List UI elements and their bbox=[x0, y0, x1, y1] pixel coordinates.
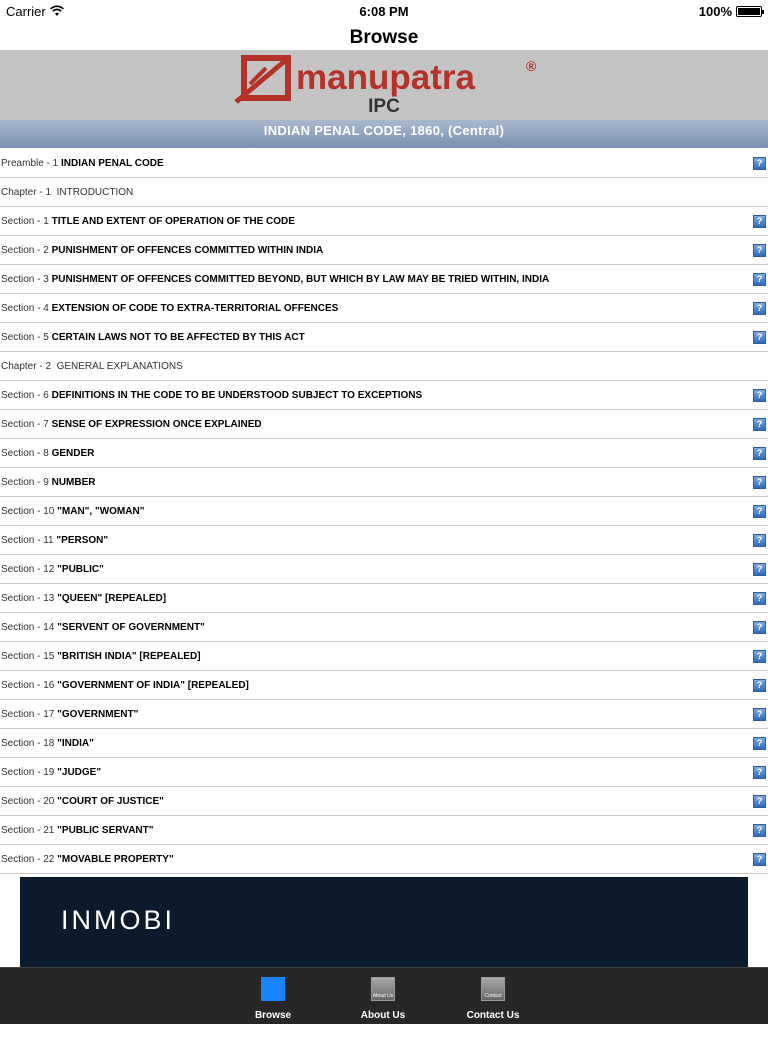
row-title: "QUEEN" [REPEALED] bbox=[57, 593, 167, 604]
section-row[interactable] bbox=[0, 613, 768, 642]
row-label: Section - 1 bbox=[1, 216, 49, 227]
row-title: SENSE OF EXPRESSION ONCE EXPLAINED bbox=[51, 419, 262, 430]
section-row[interactable] bbox=[0, 555, 768, 584]
help-icon[interactable]: ? bbox=[753, 592, 766, 605]
section-row[interactable] bbox=[0, 787, 768, 816]
help-icon[interactable]: ? bbox=[753, 476, 766, 489]
section-row[interactable] bbox=[0, 526, 768, 555]
row-title: "COURT OF JUSTICE" bbox=[57, 796, 164, 807]
help-icon[interactable]: ? bbox=[753, 795, 766, 808]
row-title: "PUBLIC SERVANT" bbox=[57, 825, 154, 836]
row-label: Section - 17 bbox=[1, 709, 55, 720]
row-title: "MAN", "WOMAN" bbox=[57, 506, 145, 517]
row-label: Section - 22 bbox=[1, 854, 55, 865]
chapter-row[interactable] bbox=[0, 178, 768, 207]
row-label: Section - 11 bbox=[1, 535, 54, 546]
help-icon[interactable]: ? bbox=[753, 244, 766, 257]
inmobi-ad-banner[interactable] bbox=[20, 877, 748, 967]
registered-mark: ® bbox=[526, 58, 537, 74]
section-row[interactable] bbox=[0, 410, 768, 439]
tab-about-us-label: About Us bbox=[360, 1010, 406, 1021]
row-title: GENDER bbox=[51, 448, 95, 459]
row-title: EXTENSION OF CODE TO EXTRA-TERRITORIAL OFFENCES bbox=[51, 303, 339, 314]
row-title: "SERVENT OF GOVERNMENT" bbox=[57, 622, 205, 633]
row-label: Section - 4 bbox=[1, 303, 49, 314]
status-bar bbox=[0, 0, 768, 22]
section-row[interactable] bbox=[0, 642, 768, 671]
help-icon[interactable]: ? bbox=[753, 621, 766, 634]
help-icon[interactable]: ? bbox=[753, 273, 766, 286]
section-row[interactable] bbox=[0, 294, 768, 323]
contact-us-icon: Contact Us bbox=[481, 977, 505, 1001]
browse-icon bbox=[261, 977, 285, 1001]
row-label: Section - 8 bbox=[1, 448, 49, 459]
section-row[interactable] bbox=[0, 149, 768, 178]
help-icon[interactable]: ? bbox=[753, 331, 766, 344]
section-row[interactable] bbox=[0, 845, 768, 874]
row-label: Chapter - 1 bbox=[1, 187, 52, 198]
logo-text: manupatra bbox=[296, 58, 475, 97]
section-row[interactable] bbox=[0, 439, 768, 468]
row-title: PUNISHMENT OF OFFENCES COMMITTED WITHIN INDIA bbox=[51, 245, 324, 256]
row-label: Preamble - 1 bbox=[1, 158, 59, 169]
row-title: PUNISHMENT OF OFFENCES COMMITTED BEYOND, BUT WHICH BY LAW MAY BE TRIED WITHIN, INDIA bbox=[51, 274, 550, 285]
section-row[interactable] bbox=[0, 468, 768, 497]
section-row[interactable] bbox=[0, 758, 768, 787]
tab-contact-us[interactable] bbox=[448, 968, 538, 1035]
row-title: CERTAIN LAWS NOT TO BE AFFECTED BY THIS ACT bbox=[51, 332, 305, 343]
section-row[interactable] bbox=[0, 381, 768, 410]
chapter-row[interactable] bbox=[0, 352, 768, 381]
status-time: 6:08 PM bbox=[359, 4, 409, 19]
help-icon[interactable]: ? bbox=[753, 302, 766, 315]
battery-icon bbox=[736, 6, 762, 17]
row-label: Section - 15 bbox=[1, 651, 55, 662]
about-us-icon: About Us bbox=[371, 977, 395, 1001]
tab-bar bbox=[0, 967, 768, 1035]
row-label: Section - 21 bbox=[1, 825, 55, 836]
help-icon[interactable]: ? bbox=[753, 505, 766, 518]
navigation-bar bbox=[0, 22, 768, 50]
help-icon[interactable]: ? bbox=[753, 447, 766, 460]
help-icon[interactable]: ? bbox=[753, 737, 766, 750]
row-label: Section - 2 bbox=[1, 245, 49, 256]
help-icon[interactable]: ? bbox=[753, 679, 766, 692]
help-icon[interactable]: ? bbox=[753, 853, 766, 866]
section-row[interactable] bbox=[0, 236, 768, 265]
help-icon[interactable]: ? bbox=[753, 418, 766, 431]
row-title: "PUBLIC" bbox=[57, 564, 104, 575]
row-label: Chapter - 2 bbox=[1, 361, 52, 372]
section-row[interactable] bbox=[0, 729, 768, 758]
row-title: INTRODUCTION bbox=[56, 187, 134, 198]
help-icon[interactable]: ? bbox=[753, 157, 766, 170]
row-title: "PERSON" bbox=[56, 535, 109, 546]
status-right bbox=[699, 4, 762, 19]
section-row[interactable] bbox=[0, 816, 768, 845]
section-row[interactable] bbox=[0, 497, 768, 526]
ad-brand: INMOBI bbox=[61, 905, 176, 935]
row-label: Section - 5 bbox=[1, 332, 49, 343]
tab-contact-us-label: Contact Us bbox=[466, 1010, 520, 1021]
row-label: Section - 14 bbox=[1, 622, 55, 633]
row-title: "MOVABLE PROPERTY" bbox=[57, 854, 174, 865]
section-row[interactable] bbox=[0, 323, 768, 352]
app-header bbox=[0, 50, 768, 120]
row-label: Section - 7 bbox=[1, 419, 49, 430]
row-label: Section - 6 bbox=[1, 390, 49, 401]
help-icon[interactable]: ? bbox=[753, 389, 766, 402]
help-icon[interactable]: ? bbox=[753, 766, 766, 779]
row-label: Section - 10 bbox=[1, 506, 55, 517]
row-label: Section - 12 bbox=[1, 564, 55, 575]
app-name: IPC bbox=[368, 96, 400, 117]
tab-browse[interactable] bbox=[228, 968, 318, 1025]
section-row[interactable] bbox=[0, 265, 768, 294]
row-label: Section - 9 bbox=[1, 477, 49, 488]
battery-fill bbox=[738, 8, 760, 15]
row-title: NUMBER bbox=[51, 477, 96, 488]
section-row[interactable] bbox=[0, 671, 768, 700]
row-title: "BRITISH INDIA" [REPEALED] bbox=[57, 651, 201, 662]
help-icon[interactable]: ? bbox=[753, 215, 766, 228]
section-row[interactable] bbox=[0, 584, 768, 613]
row-title: TITLE AND EXTENT OF OPERATION OF THE CODE bbox=[51, 216, 295, 227]
row-title: "GOVERNMENT OF INDIA" [REPEALED] bbox=[57, 680, 249, 691]
row-title: "INDIA" bbox=[57, 738, 94, 749]
tab-about-us[interactable] bbox=[338, 968, 428, 1025]
battery-percent: 100% bbox=[698, 4, 732, 19]
help-icon[interactable]: ? bbox=[753, 534, 766, 547]
row-label: Section - 18 bbox=[1, 738, 55, 749]
row-title: "GOVERNMENT" bbox=[57, 709, 139, 720]
tab-browse-label: Browse bbox=[254, 1010, 292, 1021]
row-label: Section - 16 bbox=[1, 680, 55, 691]
help-icon[interactable]: ? bbox=[753, 708, 766, 721]
section-list[interactable] bbox=[0, 149, 768, 865]
section-row[interactable] bbox=[0, 700, 768, 729]
help-icon[interactable]: ? bbox=[753, 563, 766, 576]
row-title: INDIAN PENAL CODE bbox=[61, 158, 164, 169]
help-icon[interactable]: ? bbox=[753, 824, 766, 837]
row-label: Section - 19 bbox=[1, 767, 55, 778]
help-icon[interactable]: ? bbox=[753, 650, 766, 663]
row-title: "JUDGE" bbox=[57, 767, 102, 778]
section-row[interactable] bbox=[0, 207, 768, 236]
carrier-label: Carrier bbox=[6, 4, 46, 19]
manupatra-logo bbox=[236, 54, 546, 102]
row-title: GENERAL EXPLANATIONS bbox=[56, 361, 183, 372]
row-title: DEFINITIONS IN THE CODE TO BE UNDERSTOOD SUBJECT TO EXCEPTIONS bbox=[51, 390, 423, 401]
row-label: Section - 13 bbox=[1, 593, 55, 604]
act-title-bar: INDIAN PENAL CODE, 1860, (Central) bbox=[0, 120, 768, 148]
row-label: Section - 3 bbox=[1, 274, 49, 285]
page-title: Browse bbox=[349, 27, 419, 48]
row-label: Section - 20 bbox=[1, 796, 55, 807]
